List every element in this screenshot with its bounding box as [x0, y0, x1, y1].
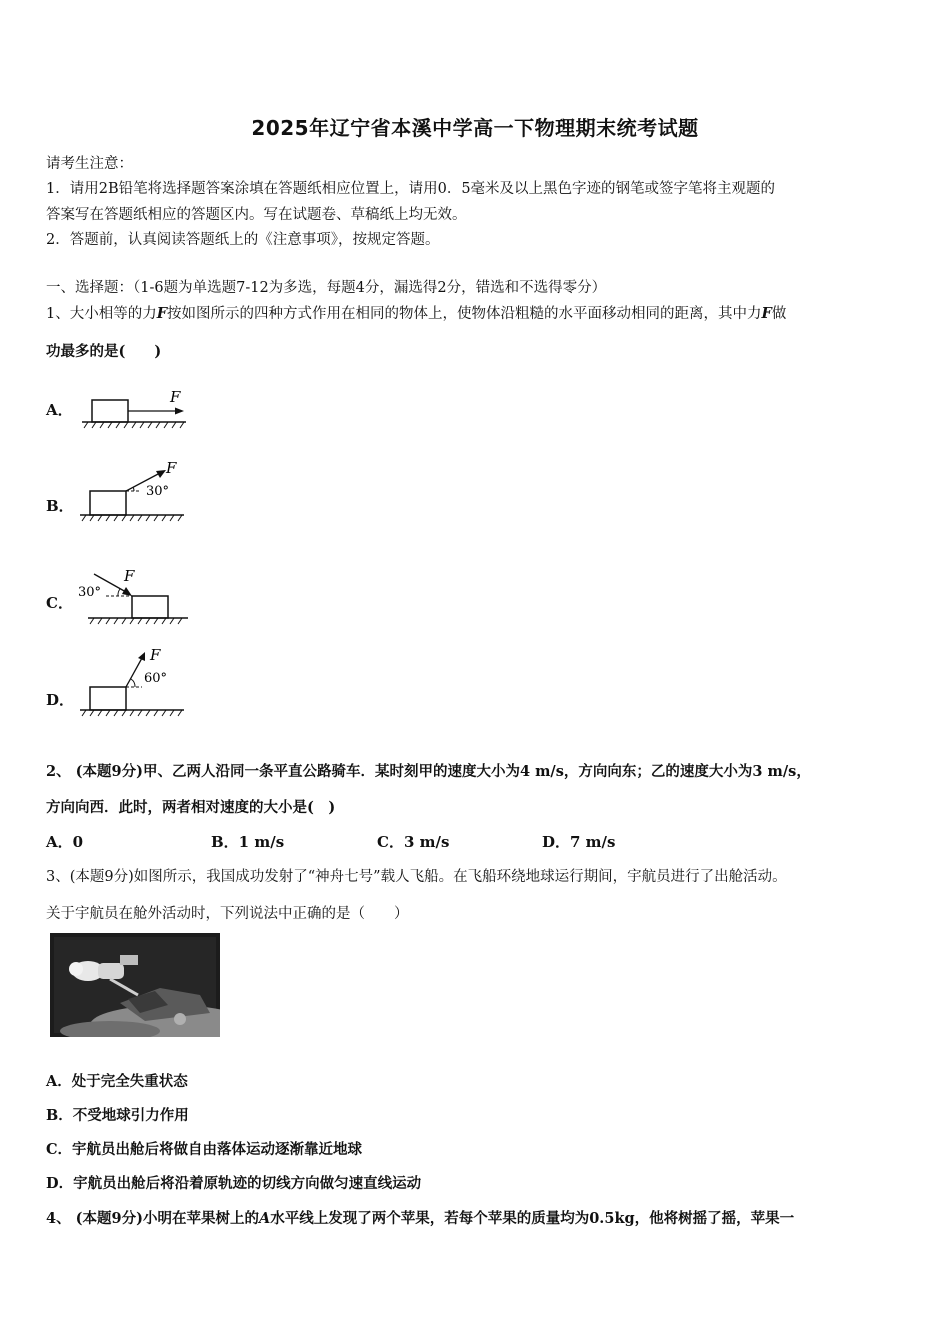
- question-1-line-2: 功最多的是( ): [46, 343, 162, 360]
- force-label: F: [170, 388, 181, 406]
- notice-item-1-line-1: 1．请用2B铅笔将选择题答案涂填在答题纸相应位置上，请用0．5毫米及以上黑色字迹的钢笔或签字笔将主观题的: [46, 181, 776, 197]
- question-4-line-1: [46, 1207, 794, 1228]
- astronaut-spacewalk-photo: [50, 933, 220, 1037]
- ground-surface: [80, 710, 184, 716]
- q1-option-b-figure: [76, 460, 188, 526]
- force-label: F: [150, 646, 161, 664]
- q3-choice-a: A．处于完全失重状态: [46, 1073, 188, 1090]
- block: [90, 687, 126, 710]
- q3-choice-c: C．宇航员出舱后将做自由落体运动逐渐靠近地球: [46, 1141, 363, 1158]
- q1-option-c-label: C．: [46, 594, 73, 612]
- block: [90, 491, 126, 515]
- page-title: 2025年辽宁省本溪中学高一下物理期末统考试题: [251, 116, 699, 140]
- q1-force-symbol-2: F: [761, 305, 772, 322]
- q1-text-b: 按如图所示的四种方式作用在相同的物体上，使物体沿粗糙的水平面移动相同的距离，其中力: [167, 306, 762, 322]
- q1-option-b-label: B．: [46, 497, 74, 515]
- notice-item-2: 2．答题前，认真阅读答题纸上的《注意事项》，按规定答题。: [46, 232, 440, 248]
- q2-choice-b: B．1 m/s: [211, 833, 285, 851]
- question-2-line-1: 2、 (本题9分)甲、乙两人沿同一条平直公路骑车．某时刻甲的速度大小为4 m/s，方向向东；乙的速度大小为3 m/s，: [46, 763, 811, 780]
- force-label: F: [124, 567, 135, 585]
- force-label: F: [166, 459, 177, 477]
- q3-choice-b: B．不受地球引力作用: [46, 1107, 189, 1124]
- ground-surface: [80, 515, 184, 521]
- question-3-line-1: 3、(本题9分)如图所示，我国成功发射了“神舟七号”载人飞船。在飞船环绕地球运行期间，宇航员进行了出舱活动。: [46, 869, 787, 885]
- q1-force-symbol: F: [156, 305, 168, 322]
- q4-text-b: 水平线上发现了两个苹果，若每个苹果的质量均为0.5kg，他将树摇了摇，苹果一: [270, 1210, 795, 1227]
- angle-label: 60°: [144, 671, 168, 686]
- angle-label: 30°: [78, 585, 102, 600]
- block: [92, 400, 128, 422]
- block: [132, 596, 168, 618]
- q2-choice-c: C．3 m/s: [377, 833, 450, 851]
- q1-text-a: 1、大小相等的力: [46, 306, 157, 322]
- notice-item-1-line-2: 答案写在答题纸相应的答题区内。写在试题卷、草稿纸上均无效。: [46, 207, 467, 223]
- question-1-line-1: [46, 302, 786, 323]
- question-3-line-2: 关于宇航员在舱外活动时，下列说法中正确的是（ ）: [46, 906, 409, 922]
- q1-text-c: 做: [771, 306, 787, 322]
- section-heading: 一、选择题：（1-6题为单选题7-12为多选，每题4分，漏选得2分，错选和不选得零分）: [46, 280, 607, 296]
- q3-choice-d: D．宇航员出舱后将沿着原轨迹的切线方向做匀速直线运动: [46, 1175, 422, 1192]
- q1-option-d-label: D．: [46, 691, 75, 709]
- q4-point-symbol: A: [258, 1210, 271, 1227]
- q1-option-a-figure: [76, 386, 188, 434]
- q1-option-c-figure: [76, 564, 192, 630]
- q2-choice-a: A．0: [46, 833, 84, 851]
- question-2-line-2: 方向向西．此时，两者相对速度的大小是( ): [46, 799, 336, 816]
- q1-option-a-label: A．: [46, 401, 73, 419]
- angle-label: 30°: [146, 484, 170, 499]
- ground-surface: [88, 618, 188, 624]
- q2-choice-d: D．7 m/s: [542, 833, 616, 851]
- q1-option-d-figure: [76, 644, 188, 722]
- notice-heading: 请考生注意：: [46, 156, 133, 172]
- q4-text-a: 4、 (本题9分)小明在苹果树上的: [46, 1210, 259, 1227]
- ground-surface: [82, 422, 186, 428]
